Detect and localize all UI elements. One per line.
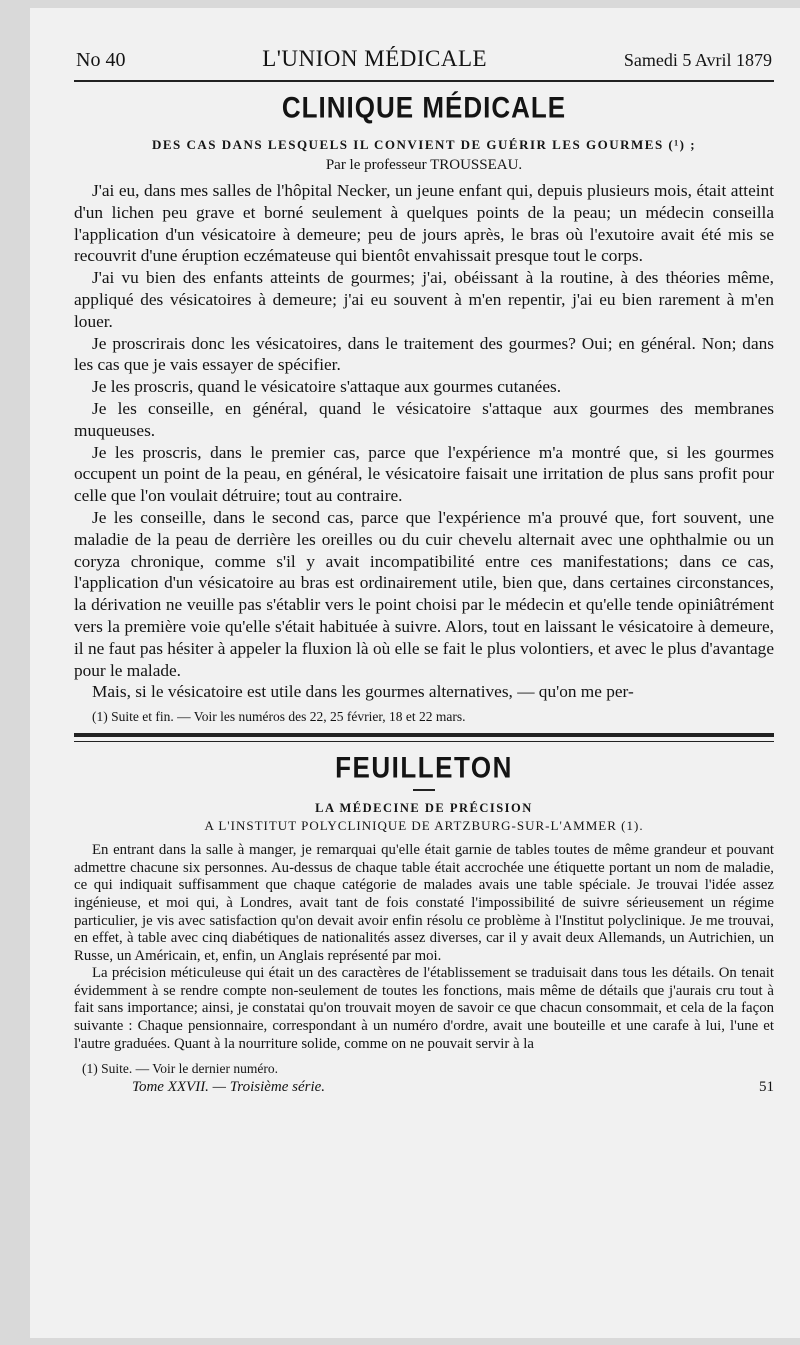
section-divider bbox=[74, 733, 774, 742]
article-paragraph: Je les proscris, quand le vésicatoire s'attaque aux gourmes cutanées. bbox=[92, 377, 562, 397]
feuilleton-title: FEUILLETON bbox=[335, 749, 513, 785]
feuilleton-paragraph: La précision méticuleuse qui était un des caractères de l'établissement se traduisait dans tous les détails. On tenait évidemment à se rendre compte non-seulement de toutes les fonctions, mais même de détails que j'aurais cru tout à fait sans importance; ainsi, je constatai qu'on trouvait moyen de savoir ce que chacun consommait, et cela de la façon suivante : Chaque pensionnaire, correspondant à un numéro d'ordre, avait une bouteille et une carafe à lui, l'une et l'autre graduées. Quant à la nourriture solide, comme on ne pouvait servir à la bbox=[74, 965, 774, 1052]
page-number: 51 bbox=[759, 1079, 774, 1096]
article-paragraph: Je proscrirais donc les vésicatoires, dans le traitement des gourmes? Oui; en général. Non; dans les cas que je vais essayer de spécifier. bbox=[74, 333, 774, 375]
journal-title: L'UNION MÉDICALE bbox=[262, 46, 488, 71]
article-subtitle: DES CAS DANS LESQUELS IL CONVIENT DE GUÉRIR LES GOURMES (¹) ; bbox=[151, 137, 697, 152]
article-paragraph: Je les proscris, dans le premier cas, parce que l'expérience m'a montré que, si les gourmes occupent un point de la peau, en général, le vésicatoire faisait une irritation de plus sans profit pour celle que l'on voulait détruire; tout au contraire. bbox=[74, 442, 774, 506]
title-dash bbox=[413, 789, 435, 791]
clinique-article bbox=[74, 89, 774, 725]
article-paragraph: Je les conseille, dans le second cas, parce que l'expérience m'a prouvé que, fort souvent, une maladie de la peau de derrière les oreilles ou du cuir chevelu alternait avec une ophthalmie ou un coryza chronique, comme s'il y avait incompatibilité entre ces manifestations; dans ce cas, l'application d'un vésicatoire au bras est ordinairement utile, bien que, dans certaines circonstances, la dérivation ne veuille pas s'établir vers le point choisi par le médecin et qu'elle tende opiniâtrément vers la première voie qu'elle s'était habituée à suivre. Alors, tout en laissant le vésicatoire à demeure, il ne faut pas hésiter à appeler la fluxion là où elle se fait le plus volontiers, et avec le plus d'avantage pour le malade. bbox=[74, 507, 774, 680]
article-paragraph: Mais, si le vésicatoire est utile dans les gourmes alternatives, — qu'on me per- bbox=[92, 682, 634, 702]
feuilleton-paragraph: En entrant dans la salle à manger, je remarquai qu'elle était garnie de tables toutes de même grandeur et pouvant admettre chacune six personnes. Au-dessus de chaque table était accrochée une étiquette portant un nom de maladie, ce qui indiquait suffisamment que chaque catégorie de malades avais une table spéciale. Je trouvai l'idée assez ingénieuse, et moi qui, à Londres, avait tant de fois constaté l'impossibilité de suivre sérieusement un régime particulier, je vis avec satisfaction qu'on devait avoir enfin résolu ce problème à l'Institut polyclinique. Je me trouvai, en effet, à table avec cinq diabétiques de nationalités assez diverses, car il y avait deux Allemands, un Autrichien, un Russe, un Américain, et, enfin, un Anglais représenté par moi. bbox=[74, 842, 774, 964]
issue-date: Samedi 5 Avril 1879 bbox=[623, 50, 772, 70]
article-paragraph: J'ai eu, dans mes salles de l'hôpital Necker, un jeune enfant qui, depuis plusieurs mois, était atteint d'un lichen peu grave et borné seulement à quelques points de la peau; un médecin conseilla l'application d'un vésicatoire à demeure; peu de jours après, le bras où l'exutoire avait été mis se recouvrit d'une éruption eczémateuse qui bientôt envahissait presque tout le corps. bbox=[74, 181, 774, 266]
page-content bbox=[74, 46, 774, 1096]
tome-series: Tome XXVII. — Troisième série. bbox=[132, 1079, 326, 1096]
article-footnote: (1) Suite et fin. — Voir les numéros des 22, 25 février, 18 et 22 mars. bbox=[92, 709, 466, 725]
section-title: CLINIQUE MÉDICALE bbox=[281, 89, 567, 125]
feuilleton-location: A L'INSTITUT POLYCLINIQUE DE ARTZBURG-SUR-L'AMMER (1). bbox=[204, 818, 644, 834]
issue-number: No 40 bbox=[76, 49, 126, 71]
newspaper-page bbox=[30, 8, 800, 1338]
feuilleton-section bbox=[74, 749, 774, 1053]
page-footer bbox=[132, 1079, 774, 1096]
article-paragraph: J'ai vu bien des enfants atteints de gourmes; j'ai, obéissant à la routine, à des théories même, appliqué des vésicatoires à demeure; j'ai eu souvent à m'en repentir, j'ai eu bien rarement à m'en louer. bbox=[74, 268, 774, 331]
page-header bbox=[74, 46, 774, 82]
feuilleton-footnote: (1) Suite. — Voir le dernier numéro. bbox=[82, 1061, 278, 1077]
article-paragraph: Je les conseille, en général, quand le vésicatoire s'attaque aux gourmes des membranes muqueuses. bbox=[74, 398, 774, 440]
feuilleton-subtitle: LA MÉDECINE DE PRÉCISION bbox=[315, 801, 533, 816]
article-byline: Par le professeur TROUSSEAU. bbox=[325, 157, 523, 173]
